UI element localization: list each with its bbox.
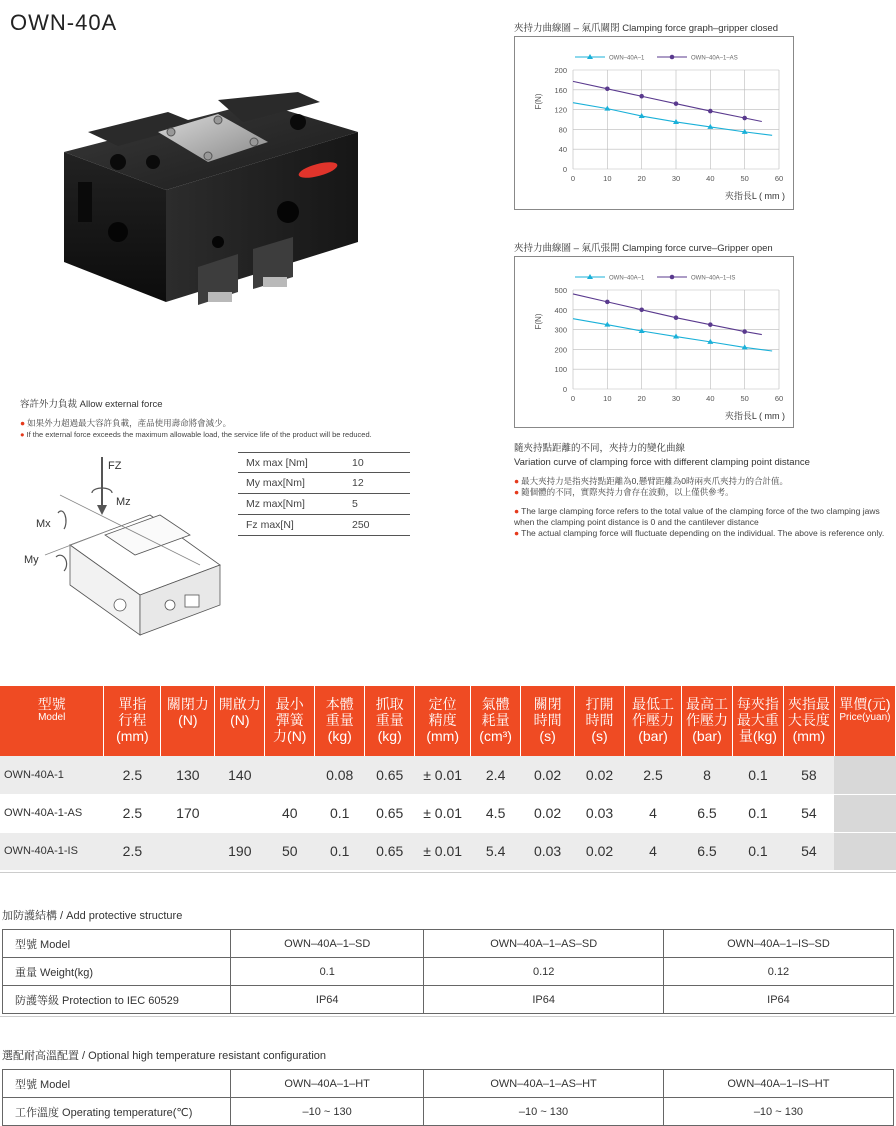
spec-header-cell: 最低工 作壓力 (bar) [625, 686, 682, 756]
protective-cell: IP64 [663, 986, 893, 1014]
high-temp-cell: OWN–40A–1–AS–HT [424, 1070, 664, 1098]
external-force-table [238, 452, 410, 536]
spec-row [0, 832, 896, 870]
spec-cell: 170 [161, 794, 215, 832]
spec-table [0, 686, 896, 871]
spec-cell: 4 [625, 794, 682, 832]
spec-cell: 2.5 [104, 794, 161, 832]
chart-open-frame [514, 256, 794, 428]
legend-label: OWN–40A–1 [609, 275, 645, 282]
spec-cell: 2.5 [104, 832, 161, 870]
spec-cell: 140 [215, 756, 265, 794]
x-tick-label: 0 [570, 394, 576, 403]
spec-cell: 0.1 [315, 794, 365, 832]
spec-cell: 2.5 [104, 756, 161, 794]
series-line [573, 103, 772, 136]
x-tick-label: 20 [637, 394, 646, 403]
spec-header-cell: 關閉 時間 (s) [521, 686, 575, 756]
protective-cell: OWN–40A–1–IS–SD [663, 930, 893, 958]
spec-cell: 0.02 [521, 794, 575, 832]
spec-cell: 130 [161, 756, 215, 794]
external-force-note-en: ● If the external force exceeds the maximum allowable load, the service life of the product will be reduced. [20, 430, 372, 439]
x-tick-label: 0 [570, 174, 576, 183]
high-temp-cell: –10 ~ 130 [231, 1098, 424, 1126]
load-row: My max[Nm] 12 [238, 473, 410, 494]
x-tick-label: 10 [603, 394, 612, 403]
legend-label: OWN–40A–1–IS [691, 275, 736, 282]
x-tick-label: 50 [740, 394, 749, 403]
y-tick-label: 0 [562, 165, 567, 174]
y-tick-label: 500 [554, 286, 567, 295]
protective-cell: 防護等級 Protection to IEC 60529 [3, 986, 231, 1014]
x-tick-label: 30 [671, 394, 681, 403]
spec-row [0, 756, 896, 794]
data-point [639, 308, 644, 313]
spec-header-cell: 氣體 耗量 (cm³) [471, 686, 521, 756]
spec-model-cell: OWN-40A-1-IS [0, 832, 104, 870]
page-title: OWN-40A [10, 10, 118, 35]
y-tick-label: 40 [558, 145, 567, 155]
spec-cell: ± 0.01 [415, 756, 471, 794]
spec-cell: 6.5 [681, 832, 732, 870]
gripper-product-image [58, 92, 370, 322]
spec-cell: 6.5 [681, 794, 732, 832]
spec-cell [215, 794, 265, 832]
spec-cell: 0.02 [521, 756, 575, 794]
spec-cell: 58 [783, 756, 834, 794]
data-point [674, 315, 679, 320]
series-line [573, 319, 772, 351]
spec-cell: 2.5 [625, 756, 682, 794]
mx-label: Mx [36, 518, 51, 530]
spec-cell: 4.5 [471, 794, 521, 832]
mz-label: Mz [116, 496, 131, 508]
chart-closed [515, 37, 793, 209]
high-temp-table [2, 1069, 894, 1126]
load-row: Mz max[Nm] 5 [238, 494, 410, 515]
protective-cell: 0.12 [663, 958, 893, 986]
spec-cell: 190 [215, 832, 265, 870]
high-temp-cell: 工作溫度 Operating temperature(℃) [3, 1098, 231, 1126]
data-point [674, 101, 679, 106]
high-temp-row [3, 1070, 894, 1098]
y-tick-label: 200 [554, 345, 567, 355]
spec-header-cell: 定位 精度 (mm) [415, 686, 471, 756]
spec-header-cell: 關閉力 (N) [161, 686, 215, 756]
protective-cell: IP64 [424, 986, 664, 1014]
data-point [708, 322, 713, 327]
x-tick-label: 50 [740, 174, 749, 183]
spec-cell: 2.4 [471, 756, 521, 794]
protective-cell: 重量 Weight(kg) [3, 958, 231, 986]
spec-header-cell: 單價(元) Price(yuan) [834, 686, 895, 756]
high-temp-cell: –10 ~ 130 [424, 1098, 664, 1126]
spec-header-cell: 打開 時間 (s) [575, 686, 625, 756]
spec-row [0, 794, 896, 832]
y-tick-label: 100 [554, 365, 567, 375]
spec-cell: 0.03 [575, 794, 625, 832]
legend-marker [670, 275, 675, 280]
spec-cell: 54 [783, 832, 834, 870]
spec-cell: 0.1 [732, 756, 783, 794]
load-row: Mx max [Nm] 10 [238, 452, 410, 473]
protective-heading: 加防護結構 / Add protective structure [2, 910, 183, 922]
section-divider [0, 1016, 896, 1017]
protective-cell: 型號 Model [3, 930, 231, 958]
y-axis-label: F(N) [534, 93, 543, 110]
data-point [639, 94, 644, 99]
x-axis-label: 夾指長L ( mm ) [724, 191, 785, 201]
chart-open [515, 257, 793, 427]
spec-cell: 0.1 [315, 832, 365, 870]
spec-cell: 5.4 [471, 832, 521, 870]
spec-header-cell: 夾指最 大長度 (mm) [783, 686, 834, 756]
spec-cell: 0.1 [732, 794, 783, 832]
variation-bullet-zh-2: ● 隨個體的不同，實際夾持力會存在波動，以上僅供參考。 [514, 487, 734, 497]
protective-cell: 0.1 [231, 958, 424, 986]
high-temp-cell: OWN–40A–1–HT [231, 1070, 424, 1098]
spec-cell: 54 [783, 794, 834, 832]
y-tick-label: 200 [554, 66, 567, 75]
series-line [573, 294, 762, 335]
external-force-note-zh: ● 如果外力超過最大容許負載，產品使用壽命將會減少。 [20, 418, 232, 428]
chart-open-title: 夾持力曲線圖 – 氣爪張開 Clamping force curve–Gripper open [514, 243, 773, 254]
data-point [605, 300, 610, 305]
x-tick-label: 20 [637, 174, 646, 183]
variation-bullet-en-1: ● The large clamping force refers to the total value of the clamping force of the two clamping jaws when the clamping point distance is 0 and the cantilever distance [514, 506, 880, 527]
spec-cell: 0.02 [575, 756, 625, 794]
protective-row [3, 958, 894, 986]
section-divider [0, 872, 896, 873]
chart-closed-frame [514, 36, 794, 210]
protective-row [3, 930, 894, 958]
y-tick-label: 80 [558, 125, 567, 135]
high-temp-cell: OWN–40A–1–IS–HT [663, 1070, 893, 1098]
chart-closed-title: 夾持力曲線圖 – 氣爪關閉 Clamping force graph–gripper closed [514, 23, 778, 34]
spec-cell: 0.65 [365, 756, 415, 794]
spec-cell: 0.08 [315, 756, 365, 794]
force-diagram [20, 455, 230, 655]
variation-notes [514, 440, 894, 539]
spec-cell [265, 756, 315, 794]
spec-header-cell: 單指 行程 (mm) [104, 686, 161, 756]
spec-cell [161, 832, 215, 870]
spec-header-cell: 開啟力 (N) [215, 686, 265, 756]
spec-cell: 0.1 [732, 832, 783, 870]
spec-model-cell: OWN-40A-1-AS [0, 794, 104, 832]
spec-cell: 0.65 [365, 832, 415, 870]
data-point [605, 87, 610, 92]
spec-cell: 40 [265, 794, 315, 832]
spec-cell: 0.02 [575, 832, 625, 870]
y-tick-label: 0 [562, 385, 567, 394]
variation-bullet-zh-1: ● 最大夾持力是指夾持點距離為0,懸臂距離為0時兩夾爪夾持力的合計值。 [514, 476, 788, 486]
spec-header-cell: 型號 Model [0, 686, 104, 756]
legend-label: OWN–40A–1–AS [691, 55, 738, 62]
x-tick-label: 40 [706, 174, 715, 183]
my-label: My [24, 554, 39, 566]
protective-table [2, 929, 894, 1014]
protective-cell: 0.12 [424, 958, 664, 986]
spec-cell: 4 [625, 832, 682, 870]
spec-cell: ± 0.01 [415, 832, 471, 870]
spec-header-cell: 抓取 重量 (kg) [365, 686, 415, 756]
spec-header-cell: 最小 彈簧 力(N) [265, 686, 315, 756]
series-line [573, 81, 762, 121]
y-tick-label: 160 [554, 85, 567, 95]
protective-cell: IP64 [231, 986, 424, 1014]
data-point [708, 109, 713, 114]
legend-marker [670, 55, 675, 60]
spec-cell: 8 [681, 756, 732, 794]
x-axis-label: 夾指長L ( mm ) [724, 411, 785, 421]
spec-header-cell: 本體 重量 (kg) [315, 686, 365, 756]
x-tick-label: 30 [671, 174, 681, 183]
protective-cell: OWN–40A–1–AS–SD [424, 930, 664, 958]
x-tick-label: 60 [774, 174, 784, 183]
high-temp-cell: 型號 Model [3, 1070, 231, 1098]
external-force-notes [20, 418, 372, 440]
high-temp-heading: 選配耐高溫配置 / Optional high temperature resistant configuration [2, 1050, 327, 1062]
spec-cell [834, 794, 895, 832]
protective-cell: OWN–40A–1–SD [231, 930, 424, 958]
protective-row [3, 986, 894, 1014]
y-tick-label: 300 [554, 325, 567, 335]
legend-label: OWN–40A–1 [609, 55, 645, 62]
spec-cell: 50 [265, 832, 315, 870]
spec-cell: 0.65 [365, 794, 415, 832]
spec-cell [834, 832, 895, 870]
data-point [742, 329, 747, 334]
x-tick-label: 10 [603, 174, 612, 183]
high-temp-row [3, 1098, 894, 1126]
spec-cell: ± 0.01 [415, 794, 471, 832]
spec-cell: 0.03 [521, 832, 575, 870]
y-tick-label: 120 [554, 105, 567, 115]
spec-cell [834, 756, 895, 794]
external-force-heading: 容許外力負裁 Allow external force [20, 399, 163, 410]
high-temp-cell: –10 ~ 130 [663, 1098, 893, 1126]
spec-header-cell: 最高工 作壓力 (bar) [681, 686, 732, 756]
data-point [742, 116, 747, 121]
y-tick-label: 400 [554, 305, 567, 315]
load-row: Fz max[N] 250 [238, 515, 410, 536]
spec-header-cell: 每夾指 最大重 量(kg) [732, 686, 783, 756]
x-tick-label: 60 [774, 394, 784, 403]
variation-en: Variation curve of clamping force with different clamping point distance [514, 457, 810, 468]
fz-label: FZ [108, 460, 122, 472]
spec-model-cell: OWN-40A-1 [0, 756, 104, 794]
y-axis-label: F(N) [534, 313, 543, 330]
variation-zh: 隨夾持點距離的不同，夾持力的變化曲線 [514, 443, 686, 454]
variation-bullet-en-2: ● The actual clamping force will fluctuate depending on the individual. The above is reference only. [514, 528, 885, 538]
x-tick-label: 40 [706, 394, 715, 403]
